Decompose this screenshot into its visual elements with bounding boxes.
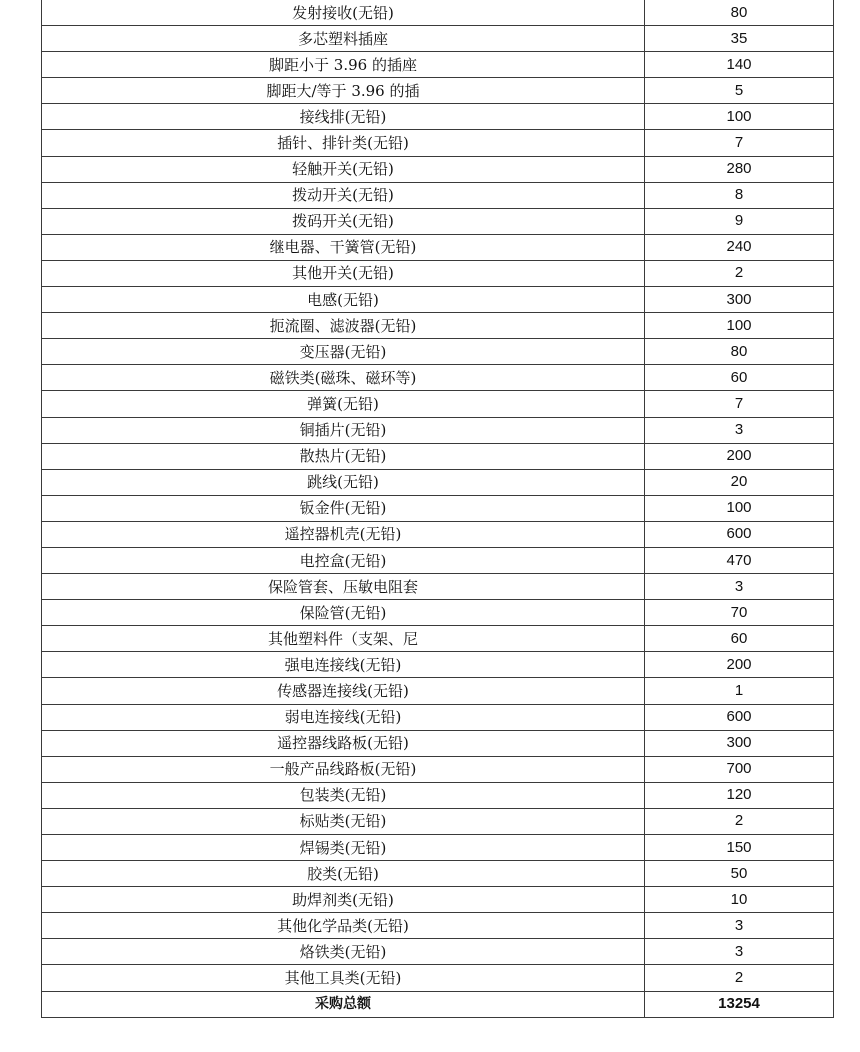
item-amount-cell: 120 — [645, 782, 834, 808]
item-name-cell: 散热片(无铅) — [42, 443, 645, 469]
item-amount-cell: 60 — [645, 626, 834, 652]
item-amount-cell: 100 — [645, 104, 834, 130]
item-amount-cell: 200 — [645, 443, 834, 469]
table-row — [42, 678, 834, 704]
total-label-cell: 采购总额 — [42, 991, 645, 1017]
table-row — [42, 26, 834, 52]
item-name-cell: 其他塑料件（支架、尼 — [42, 626, 645, 652]
item-amount-cell: 600 — [645, 704, 834, 730]
table-row — [42, 730, 834, 756]
table-row — [42, 260, 834, 286]
table-row — [42, 104, 834, 130]
item-amount-cell: 80 — [645, 339, 834, 365]
item-amount-cell: 150 — [645, 835, 834, 861]
table-row — [42, 495, 834, 521]
total-row — [42, 991, 834, 1017]
item-amount-cell: 200 — [645, 652, 834, 678]
table-row — [42, 208, 834, 234]
item-amount-cell: 2 — [645, 965, 834, 991]
item-amount-cell: 280 — [645, 156, 834, 182]
item-amount-cell: 3 — [645, 574, 834, 600]
item-name-cell: 弹簧(无铅) — [42, 391, 645, 417]
item-name-cell: 包装类(无铅) — [42, 782, 645, 808]
item-amount-cell: 3 — [645, 939, 834, 965]
item-name-cell: 遥控器线路板(无铅) — [42, 730, 645, 756]
item-name-cell: 其他化学品类(无铅) — [42, 913, 645, 939]
item-name-cell: 变压器(无铅) — [42, 339, 645, 365]
purchase-table-body — [42, 0, 834, 1017]
item-amount-cell: 300 — [645, 287, 834, 313]
item-amount-cell: 1 — [645, 678, 834, 704]
table-row — [42, 626, 834, 652]
table-row — [42, 234, 834, 260]
item-amount-cell: 3 — [645, 913, 834, 939]
purchase-table — [41, 0, 834, 1018]
table-row — [42, 887, 834, 913]
item-amount-cell: 100 — [645, 495, 834, 521]
item-amount-cell: 3 — [645, 417, 834, 443]
item-name-cell: 助焊剂类(无铅) — [42, 887, 645, 913]
table-row — [42, 861, 834, 887]
item-name-cell: 发射接收(无铅) — [42, 0, 645, 26]
table-row — [42, 156, 834, 182]
item-name-cell: 钣金件(无铅) — [42, 495, 645, 521]
item-name-cell: 扼流圈、滤波器(无铅) — [42, 313, 645, 339]
item-amount-cell: 470 — [645, 547, 834, 573]
item-amount-cell: 9 — [645, 208, 834, 234]
table-row — [42, 965, 834, 991]
table-row — [42, 704, 834, 730]
table-row — [42, 782, 834, 808]
table-row — [42, 339, 834, 365]
item-amount-cell: 20 — [645, 469, 834, 495]
item-name-cell: 铜插片(无铅) — [42, 417, 645, 443]
item-name-cell: 传感器连接线(无铅) — [42, 678, 645, 704]
item-name-cell: 拨动开关(无铅) — [42, 182, 645, 208]
item-name-cell: 保险管套、压敏电阻套 — [42, 574, 645, 600]
table-row — [42, 52, 834, 78]
item-amount-cell: 7 — [645, 130, 834, 156]
table-row — [42, 469, 834, 495]
item-amount-cell: 60 — [645, 365, 834, 391]
total-amount-cell: 13254 — [645, 991, 834, 1017]
item-name-cell: 强电连接线(无铅) — [42, 652, 645, 678]
table-row — [42, 521, 834, 547]
item-name-cell: 胶类(无铅) — [42, 861, 645, 887]
table-row — [42, 0, 834, 26]
item-name-cell: 弱电连接线(无铅) — [42, 704, 645, 730]
item-name-cell: 电控盒(无铅) — [42, 547, 645, 573]
table-row — [42, 130, 834, 156]
item-name-cell: 脚距大/等于 3.96 的插 — [42, 78, 645, 104]
item-amount-cell: 70 — [645, 600, 834, 626]
item-name-cell: 拨码开关(无铅) — [42, 208, 645, 234]
item-amount-cell: 300 — [645, 730, 834, 756]
table-row — [42, 756, 834, 782]
table-row — [42, 313, 834, 339]
item-amount-cell: 50 — [645, 861, 834, 887]
item-name-cell: 遥控器机壳(无铅) — [42, 521, 645, 547]
item-name-cell: 其他开关(无铅) — [42, 260, 645, 286]
item-amount-cell: 2 — [645, 808, 834, 834]
purchase-sheet — [41, 0, 832, 1018]
item-name-cell: 其他工具类(无铅) — [42, 965, 645, 991]
table-row — [42, 652, 834, 678]
item-name-cell: 焊锡类(无铅) — [42, 835, 645, 861]
item-amount-cell: 35 — [645, 26, 834, 52]
item-amount-cell: 600 — [645, 521, 834, 547]
table-row — [42, 808, 834, 834]
item-name-cell: 电感(无铅) — [42, 287, 645, 313]
item-name-cell: 接线排(无铅) — [42, 104, 645, 130]
table-row — [42, 365, 834, 391]
item-amount-cell: 8 — [645, 182, 834, 208]
item-name-cell: 多芯塑料插座 — [42, 26, 645, 52]
item-amount-cell: 700 — [645, 756, 834, 782]
item-name-cell: 插针、排针类(无铅) — [42, 130, 645, 156]
table-row — [42, 287, 834, 313]
item-amount-cell: 5 — [645, 78, 834, 104]
item-amount-cell: 140 — [645, 52, 834, 78]
item-amount-cell: 240 — [645, 234, 834, 260]
table-row — [42, 574, 834, 600]
item-name-cell: 跳线(无铅) — [42, 469, 645, 495]
table-row — [42, 417, 834, 443]
item-amount-cell: 10 — [645, 887, 834, 913]
item-amount-cell: 80 — [645, 0, 834, 26]
table-row — [42, 443, 834, 469]
item-name-cell: 一般产品线路板(无铅) — [42, 756, 645, 782]
item-amount-cell: 100 — [645, 313, 834, 339]
item-name-cell: 保险管(无铅) — [42, 600, 645, 626]
item-amount-cell: 7 — [645, 391, 834, 417]
table-row — [42, 78, 834, 104]
item-amount-cell: 2 — [645, 260, 834, 286]
table-row — [42, 600, 834, 626]
item-name-cell: 轻触开关(无铅) — [42, 156, 645, 182]
item-name-cell: 磁铁类(磁珠、磁环等) — [42, 365, 645, 391]
table-row — [42, 547, 834, 573]
table-row — [42, 835, 834, 861]
item-name-cell: 烙铁类(无铅) — [42, 939, 645, 965]
table-row — [42, 939, 834, 965]
item-name-cell: 标贴类(无铅) — [42, 808, 645, 834]
item-name-cell: 继电器、干簧管(无铅) — [42, 234, 645, 260]
table-row — [42, 182, 834, 208]
table-row — [42, 391, 834, 417]
table-row — [42, 913, 834, 939]
item-name-cell: 脚距小于 3.96 的插座 — [42, 52, 645, 78]
